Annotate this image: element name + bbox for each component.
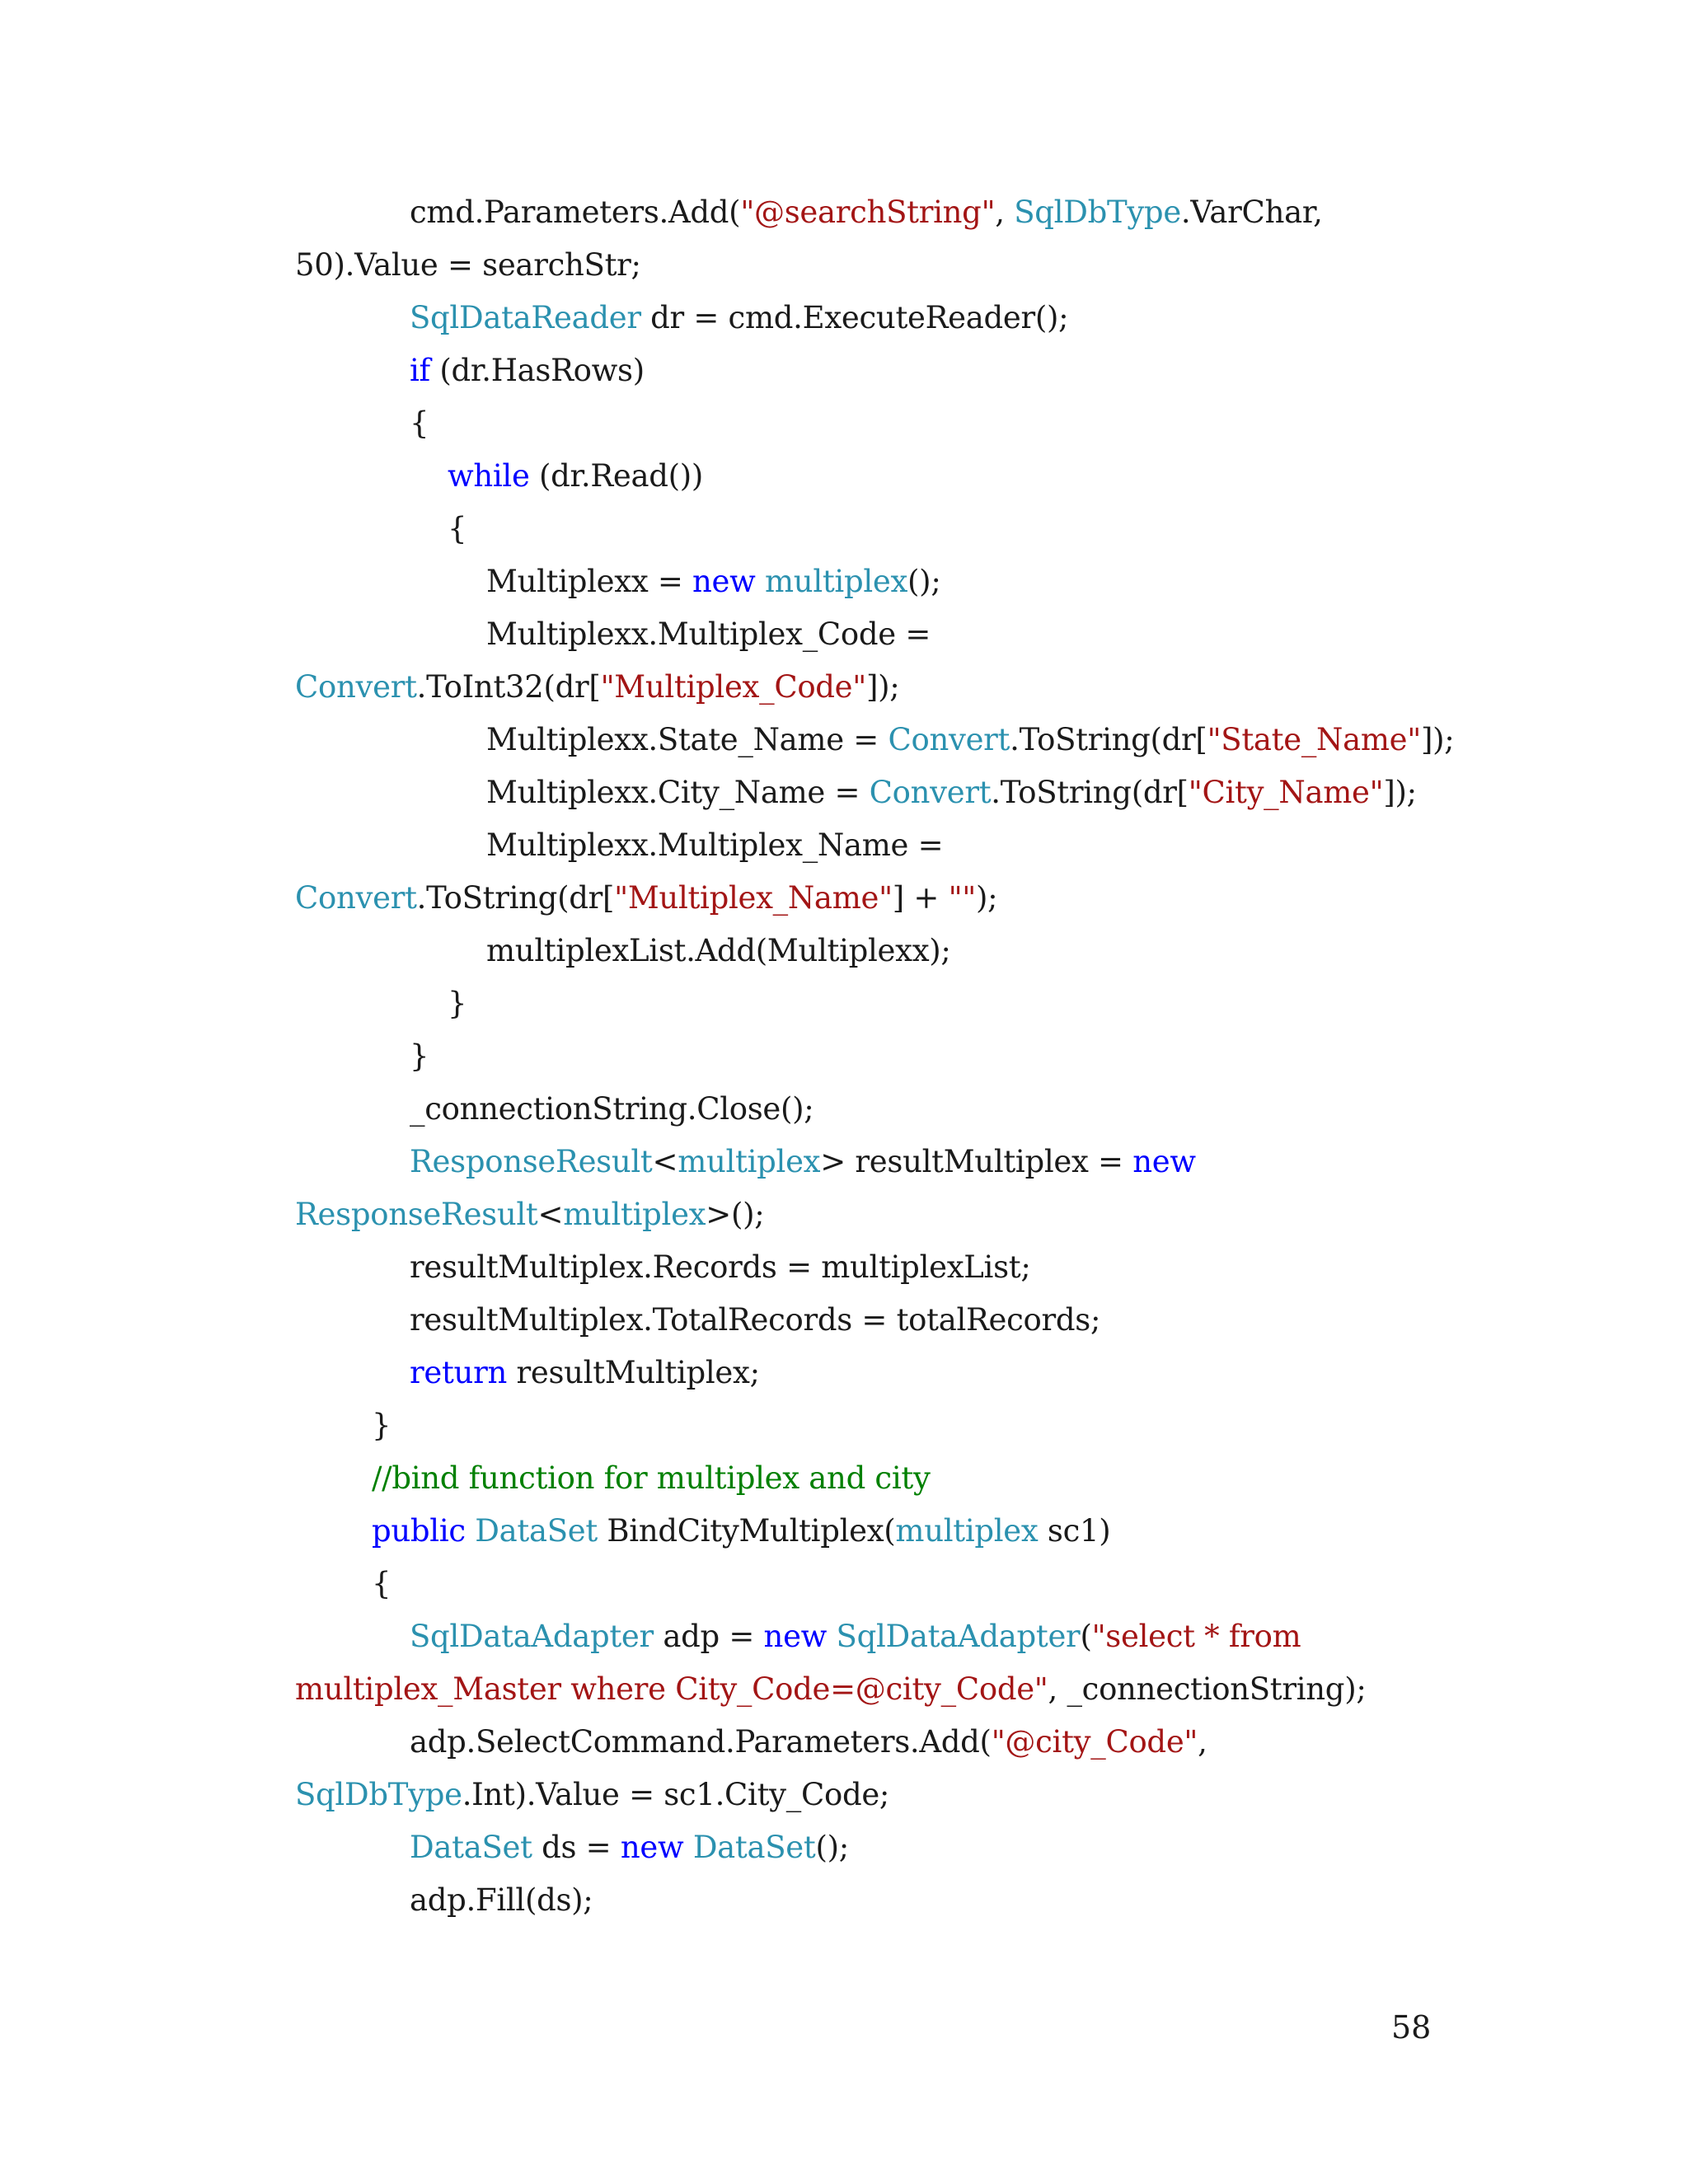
code-line (410, 1144, 1196, 1180)
code-token: SqlDataAdapter (836, 1619, 1081, 1654)
code-line (295, 247, 641, 284)
code-token: ds = (532, 1830, 621, 1865)
code-token: Convert (295, 669, 417, 705)
code-line (372, 1408, 391, 1444)
code-token: > resultMultiplex = (820, 1144, 1133, 1179)
code-token: "City_Name" (1188, 775, 1384, 810)
code-line (410, 1091, 814, 1127)
code-token: Multiplexx = (486, 564, 693, 599)
code-token: while (448, 458, 530, 494)
code-line (410, 1724, 1207, 1760)
code-token: ResponseResult (410, 1144, 653, 1179)
code-token (756, 564, 765, 599)
code-token: .ToString(dr[ (991, 775, 1189, 810)
code-token: .VarChar, (1180, 194, 1323, 230)
code-token: new (1132, 1144, 1196, 1179)
code-token: ); (976, 880, 998, 916)
code-token: Multiplexx.Multiplex_Code = (486, 616, 931, 652)
code-token: SqlDataReader (410, 300, 641, 335)
code-token: , (995, 194, 1015, 230)
code-token: resultMultiplex.TotalRecords = totalRecords; (410, 1302, 1101, 1338)
code-token: new (692, 564, 756, 599)
code-token: { (448, 511, 467, 546)
code-token: ( (1080, 1619, 1092, 1654)
code-token: < (537, 1197, 564, 1232)
code-token: multiplexList.Add(Multiplexx); (486, 933, 951, 968)
code-line (410, 194, 1323, 231)
code-line (486, 564, 940, 600)
code-token: cmd.Parameters.Add( (410, 194, 741, 230)
code-token: .ToInt32(dr[ (416, 669, 601, 705)
code-token: ResponseResult (295, 1197, 538, 1232)
code-line (410, 405, 429, 442)
code-token: , (1198, 1724, 1207, 1760)
code-line (295, 1197, 764, 1233)
code-token: "Multiplex_Name" (614, 880, 893, 916)
code-token: 50).Value = searchStr; (295, 247, 641, 283)
code-token: >(); (706, 1197, 765, 1232)
code-token: Convert (888, 722, 1010, 757)
code-line (410, 300, 1068, 336)
code-line (448, 511, 467, 547)
code-token: SqlDbType (1014, 194, 1181, 230)
code-line (295, 1777, 889, 1813)
code-line (295, 880, 997, 916)
code-token: "State_Name" (1207, 722, 1421, 757)
code-token: Convert (295, 880, 417, 916)
code-token: (dr.Read()) (529, 458, 704, 494)
code-token: "select * from (1091, 1619, 1301, 1654)
code-token: return (410, 1355, 507, 1390)
code-token: (); (815, 1830, 849, 1865)
code-token: } (372, 1408, 392, 1443)
code-token: .Int).Value = sc1.City_Code; (462, 1777, 890, 1812)
code-line (448, 986, 467, 1022)
code-token: ] + (892, 880, 949, 916)
code-line (486, 827, 943, 864)
code-token: resultMultiplex.Records = multiplexList; (410, 1249, 1031, 1285)
code-token: Multiplexx.Multiplex_Name = (486, 827, 944, 863)
code-token: dr = cmd.ExecuteReader(); (640, 300, 1069, 335)
code-token: , _connectionString); (1048, 1671, 1367, 1707)
code-token: ]); (1383, 775, 1417, 810)
code-token: multiplex (678, 1144, 821, 1179)
code-line (410, 1882, 593, 1919)
code-line (486, 933, 951, 969)
code-token: BindCityMultiplex( (597, 1513, 896, 1549)
code-line (372, 1513, 1110, 1549)
code-token: new (763, 1619, 828, 1654)
code-token: multiplex_Master where City_Code=@city_Code" (295, 1671, 1048, 1707)
code-token: Convert (869, 775, 992, 810)
code-token: "" (948, 880, 976, 916)
code-token: resultMultiplex; (507, 1355, 760, 1390)
code-line (295, 1671, 1367, 1708)
code-token: { (410, 405, 429, 441)
code-token: ]); (1420, 722, 1455, 757)
code-line (372, 1566, 391, 1602)
code-token (683, 1830, 692, 1865)
code-token: public (372, 1513, 466, 1549)
page-number: 58 (1391, 2009, 1432, 2046)
code-token: } (448, 986, 467, 1021)
code-line (486, 616, 931, 653)
code-token: "@city_Code" (991, 1724, 1198, 1760)
code-token: DataSet (475, 1513, 598, 1549)
code-token: "@searchString" (740, 194, 996, 230)
code-line (410, 1038, 429, 1075)
code-token: (); (907, 564, 941, 599)
code-token: .ToString(dr[ (416, 880, 615, 916)
code-token: DataSet (410, 1830, 532, 1865)
code-token: multiplex (563, 1197, 706, 1232)
code-token: Multiplexx.State_Name = (486, 722, 889, 757)
code-line (295, 669, 899, 705)
code-token: ]); (866, 669, 900, 705)
code-token: adp.SelectCommand.Parameters.Add( (410, 1724, 992, 1760)
code-line (410, 1830, 849, 1866)
code-token: "Multiplex_Code" (600, 669, 866, 705)
code-token (466, 1513, 475, 1549)
code-token: SqlDbType (295, 1777, 462, 1812)
code-token: DataSet (692, 1830, 816, 1865)
code-line (410, 1355, 760, 1391)
code-line (372, 1460, 931, 1497)
code-line (486, 722, 1454, 758)
code-token: Multiplexx.City_Name = (486, 775, 870, 810)
code-line (410, 353, 645, 389)
code-token: } (410, 1038, 429, 1074)
code-token: new (620, 1830, 684, 1865)
code-token: SqlDataAdapter (410, 1619, 654, 1654)
code-token: multiplex (765, 564, 908, 599)
code-token: _connectionString.Close(); (410, 1091, 814, 1127)
code-token: adp.Fill(ds); (410, 1882, 593, 1918)
code-line (410, 1249, 1031, 1286)
code-line (448, 458, 703, 494)
code-token: adp = (653, 1619, 764, 1654)
code-token: multiplex (895, 1513, 1039, 1549)
code-token: .ToString(dr[ (1010, 722, 1207, 757)
code-token: //bind function for multiplex and city (372, 1460, 931, 1496)
code-token: < (652, 1144, 678, 1179)
code-line (410, 1619, 1301, 1655)
code-token (827, 1619, 836, 1654)
code-token: (dr.HasRows) (429, 353, 645, 388)
code-line (486, 775, 1417, 811)
code-line (410, 1302, 1100, 1338)
code-token: { (372, 1566, 392, 1601)
code-token: if (410, 353, 430, 388)
code-token: sc1) (1038, 1513, 1111, 1549)
